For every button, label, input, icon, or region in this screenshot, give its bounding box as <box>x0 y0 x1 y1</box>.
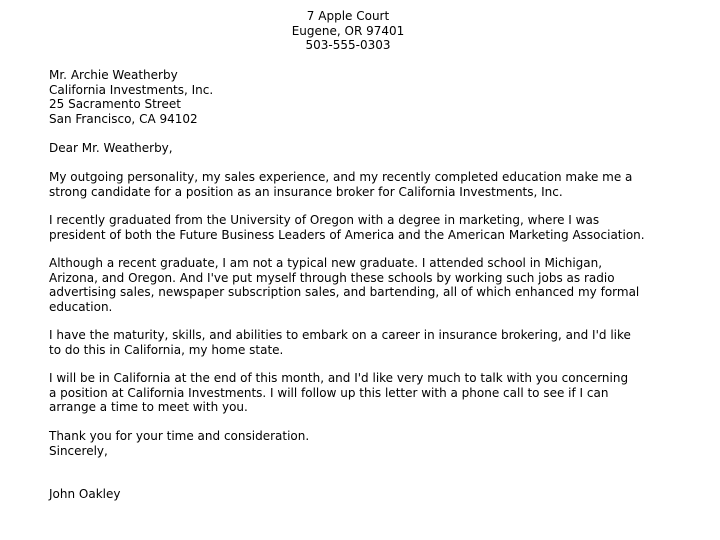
recipient-address <box>49 68 689 126</box>
paragraph-line: to do this in California, my home state. <box>49 342 284 357</box>
paragraph-line: I will be in California at the end of this month, and I'd like very much to talk with you concerning <box>49 371 629 385</box>
paragraph-line: Arizona, and Oregon. And I've put myself through these schools by working such jobs as radio <box>49 270 615 285</box>
signature-name: John Oakley <box>49 487 121 501</box>
paragraph-line: advertising sales, newspaper subscription sales, and bartending, all of which enhanced my formal <box>49 285 640 299</box>
paragraph-line: Although a recent graduate, I am not a typical new graduate. I attended school in Michigan, <box>49 256 603 270</box>
paragraph-line: I have the maturity, skills, and abilities to embark on a career in insurance brokering, and I'd like <box>49 328 631 342</box>
sender-street: 7 Apple Court <box>306 9 390 23</box>
paragraph-line: a position at California Investments. I will follow up this letter with a phone call to see if I can <box>49 385 609 400</box>
paragraph-3 <box>49 256 689 314</box>
paragraph-2 <box>49 213 689 242</box>
sender-phone: 503-555-0303 <box>305 38 391 52</box>
paragraph-line: arrange a time to meet with you. <box>49 400 248 414</box>
sender-address <box>0 9 696 53</box>
paragraph-line: strong candidate for a position as an insurance broker for California Investments, Inc. <box>49 184 563 199</box>
paragraph-line: I recently graduated from the University of Oregon with a degree in marketing, where I was <box>49 213 600 227</box>
recipient-name: Mr. Archie Weatherby <box>49 68 178 82</box>
signature <box>49 487 689 502</box>
paragraph-1 <box>49 170 689 199</box>
paragraph-5 <box>49 371 689 415</box>
salutation-text: Dear Mr. Weatherby, <box>49 141 173 155</box>
recipient-company: California Investments, Inc. <box>49 82 214 97</box>
paragraph-line: president of both the Future Business Leaders of America and the American Marketing Association. <box>49 227 645 242</box>
closing-thanks: Thank you for your time and consideration. <box>49 429 310 443</box>
sender-city-state-zip: Eugene, OR 97401 <box>291 23 405 38</box>
recipient-city-state-zip: San Francisco, CA 94102 <box>49 111 198 126</box>
paragraph-4 <box>49 328 689 357</box>
paragraph-line: My outgoing personality, my sales experience, and my recently completed education make me a <box>49 170 633 184</box>
salutation <box>49 141 689 156</box>
closing <box>49 429 689 458</box>
recipient-street: 25 Sacramento Street <box>49 97 181 111</box>
paragraph-line: education. <box>49 299 113 314</box>
closing-valediction: Sincerely, <box>49 443 108 458</box>
